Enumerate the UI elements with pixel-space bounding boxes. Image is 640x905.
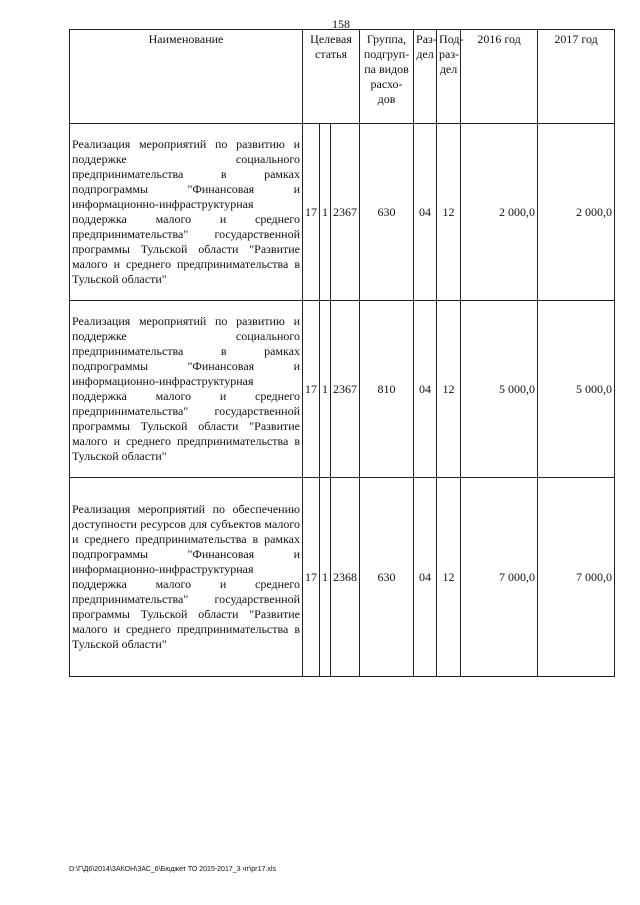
budget-table	[69, 29, 615, 677]
subsection-code: 12	[437, 301, 461, 478]
section-code: 04	[414, 124, 437, 301]
header-group: Группа, подгруп-па видов расхо-дов	[360, 30, 414, 124]
target-article-part1: 17	[303, 124, 320, 301]
amount-2017: 2 000,0	[538, 124, 615, 301]
row-name: Реализация мероприятий по развитию и поддержке социального предпринимательства в рамках подпрограммы "Финансовая и информационно-инфраструктурная поддержка малого и среднего предпринимательства" государственной программы Тульской области "Развитие малого и среднего предпринимательства в Тульской области"	[70, 124, 303, 301]
target-article-part3: 2368	[331, 478, 360, 677]
header-name: Наименование	[70, 30, 303, 124]
amount-2016: 7 000,0	[461, 478, 538, 677]
subsection-code: 12	[437, 124, 461, 301]
target-article-part2: 1	[320, 301, 331, 478]
header-year-2017: 2017 год	[538, 30, 615, 124]
group-code: 810	[360, 301, 414, 478]
group-code: 630	[360, 478, 414, 677]
section-code: 04	[414, 301, 437, 478]
file-path-footer: D:\Г\Д6\2014\ЗАКОН\ЗАС_6\Бюджет ТО 2015-2017_3 чт\рг17.xls	[69, 866, 277, 873]
target-article-part2: 1	[320, 124, 331, 301]
target-article-part3: 2367	[331, 301, 360, 478]
amount-2017: 5 000,0	[538, 301, 615, 478]
target-article-part1: 17	[303, 478, 320, 677]
header-year-2016: 2016 год	[461, 30, 538, 124]
target-article-part3: 2367	[331, 124, 360, 301]
target-article-part2: 1	[320, 478, 331, 677]
page-number: 158	[332, 17, 350, 31]
row-name: Реализация мероприятий по обеспечению доступности ресурсов для субъектов малого и среднего предпринимательства в рамках подпрограммы "Финансовая и информационно-инфраструктурная поддержка малого и среднего предпринимательства" государственной программы Тульской области "Развитие малого и среднего предпринимательства в Тульской области"	[70, 478, 303, 677]
header-subsection: Под-раз-дел	[437, 30, 461, 124]
section-code: 04	[414, 478, 437, 677]
table-row	[70, 478, 615, 677]
amount-2016: 5 000,0	[461, 301, 538, 478]
header-section: Раз-дел	[414, 30, 437, 124]
amount-2017: 7 000,0	[538, 478, 615, 677]
header-row	[70, 30, 615, 124]
group-code: 630	[360, 124, 414, 301]
target-article-part1: 17	[303, 301, 320, 478]
amount-2016: 2 000,0	[461, 124, 538, 301]
header-target-article: Целевая статья	[303, 30, 360, 124]
table-row	[70, 124, 615, 301]
table-row	[70, 301, 615, 478]
subsection-code: 12	[437, 478, 461, 677]
row-name: Реализация мероприятий по развитию и поддержке социального предпринимательства в рамках подпрограммы "Финансовая и информационно-инфраструктурная поддержка малого и среднего предпринимательства" государственной программы Тульской области "Развитие малого и среднего предпринимательства в Тульской области"	[70, 301, 303, 478]
